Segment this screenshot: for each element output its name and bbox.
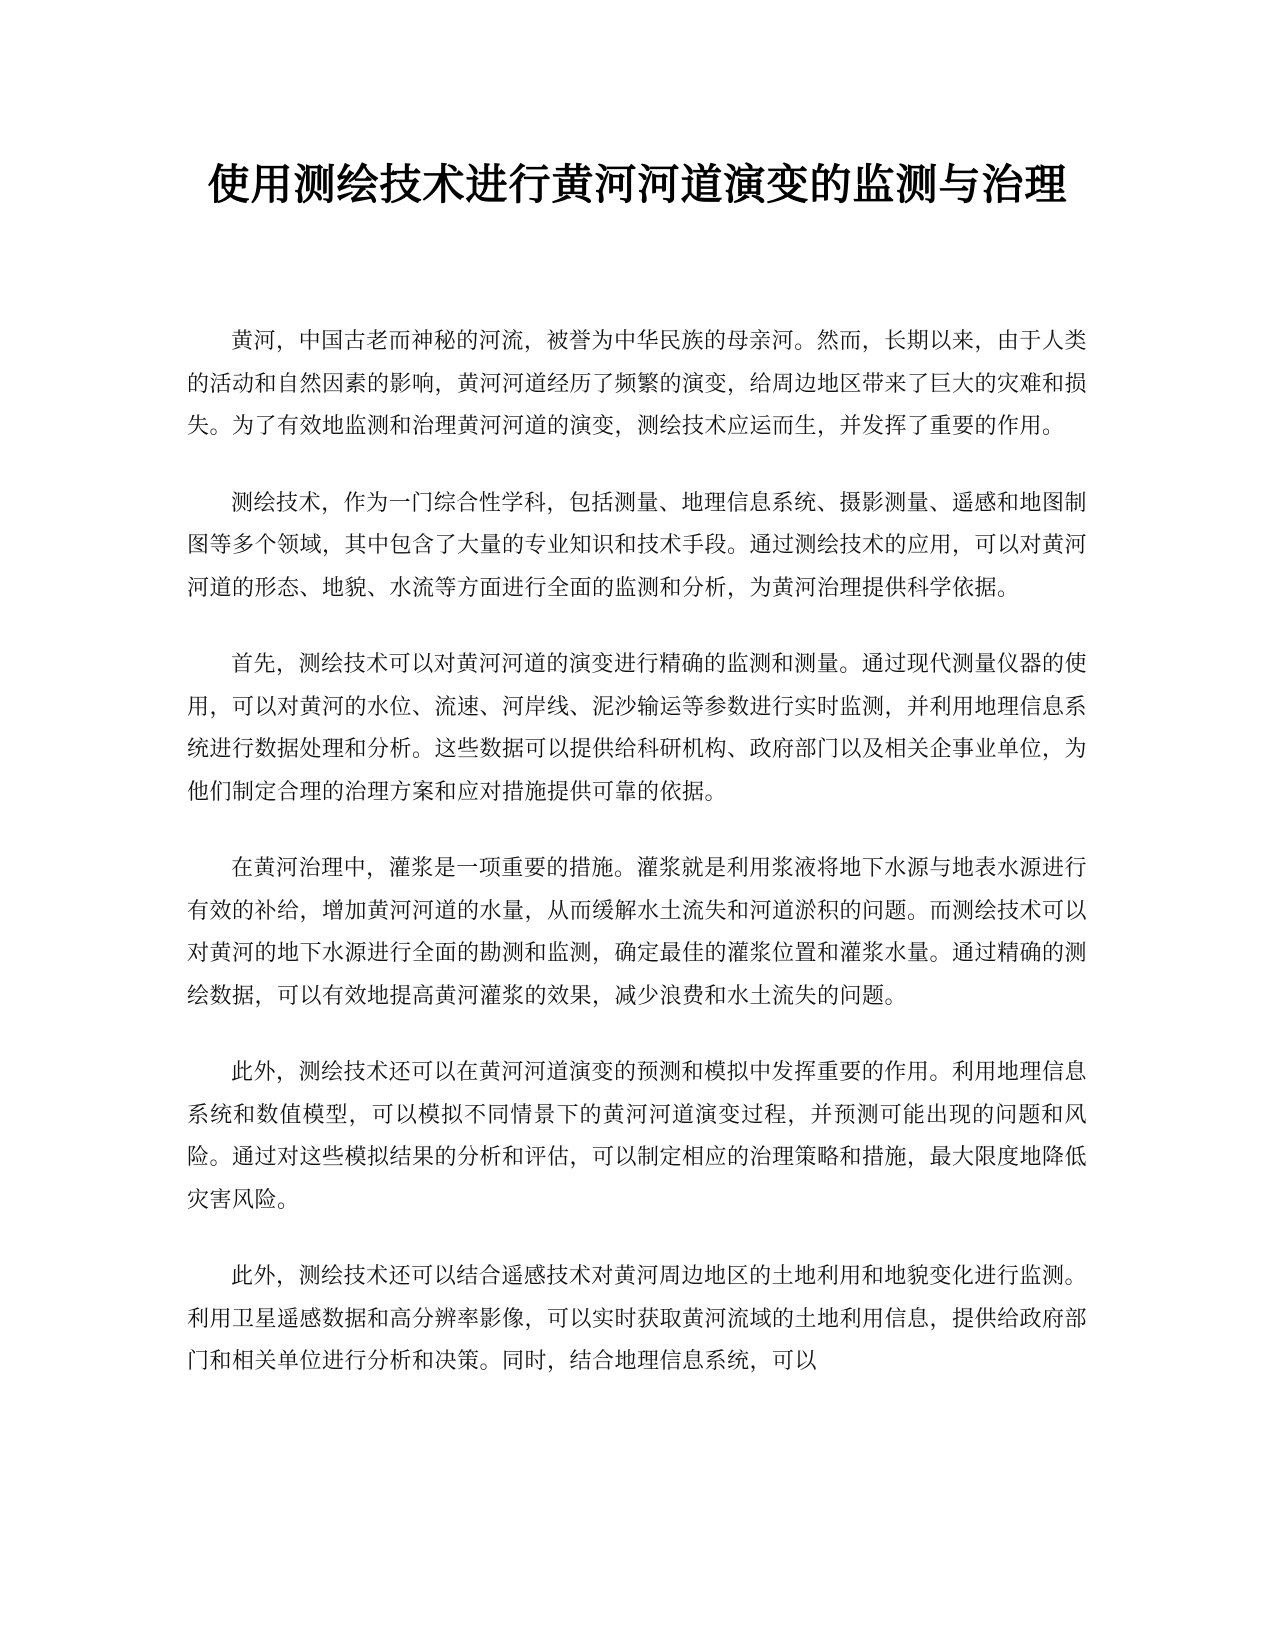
paragraph-1: 黄河，中国古老而神秘的河流，被誉为中华民族的母亲河。然而，长期以来，由于人类的活动和自然因素的影响，黄河河道经历了频繁的演变，给周边地区带来了巨大的灾难和损失。为了有效地监测和治理黄河河道的演变，测绘技术应运而生，并发挥了重要的作用。 — [187, 329, 1088, 439]
paragraph-6: 此外，测绘技术还可以结合遥感技术对黄河周边地区的土地利用和地貌变化进行监测。利用卫星遥感数据和高分辨率影像，可以实时获取黄河流域的土地利用信息，提供给政府部门和相关单位进行分析和决策。同时，结合地理信息系统，可以 — [187, 1264, 1088, 1374]
paragraph-5: 此外，测绘技术还可以在黄河河道演变的预测和模拟中发挥重要的作用。利用地理信息系统和数值模型，可以模拟不同情景下的黄河河道演变过程，并预测可能出现的问题和风险。通过对这些模拟结果的分析和评估，可以制定相应的治理策略和措施，最大限度地降低灾害风险。 — [187, 1060, 1088, 1213]
paragraph-3: 首先，测绘技术可以对黄河河道的演变进行精确的监测和测量。通过现代测量仪器的使用，可以对黄河的水位、流速、河岸线、泥沙输运等参数进行实时监测，并利用地理信息系统进行数据处理和分析。这些数据可以提供给科研机构、政府部门以及相关企事业单位，为他们制定合理的治理方案和应对措施提供可靠的依据。 — [187, 652, 1088, 805]
document-title: 使用测绘技术进行黄河河道演变的监测与治理 — [207, 160, 1068, 209]
document-body — [187, 321, 1087, 1418]
paragraph-4: 在黄河治理中，灌浆是一项重要的措施。灌浆就是利用浆液将地下水源与地表水源进行有效的补给，增加黄河河道的水量，从而缓解水土流失和河道淤积的问题。而测绘技术可以对黄河的地下水源进行全面的勘测和监测，确定最佳的灌浆位置和灌浆水量。通过精确的测绘数据，可以有效地提高黄河灌浆的效果，减少浪费和水土流失的问题。 — [187, 856, 1088, 1009]
paragraph-2: 测绘技术，作为一门综合性学科，包括测量、地理信息系统、摄影测量、遥感和地图制图等多个领域，其中包含了大量的专业知识和技术手段。通过测绘技术的应用，可以对黄河河道的形态、地貌、水流等方面进行全面的监测和分析，为黄河治理提供科学依据。 — [187, 490, 1088, 601]
